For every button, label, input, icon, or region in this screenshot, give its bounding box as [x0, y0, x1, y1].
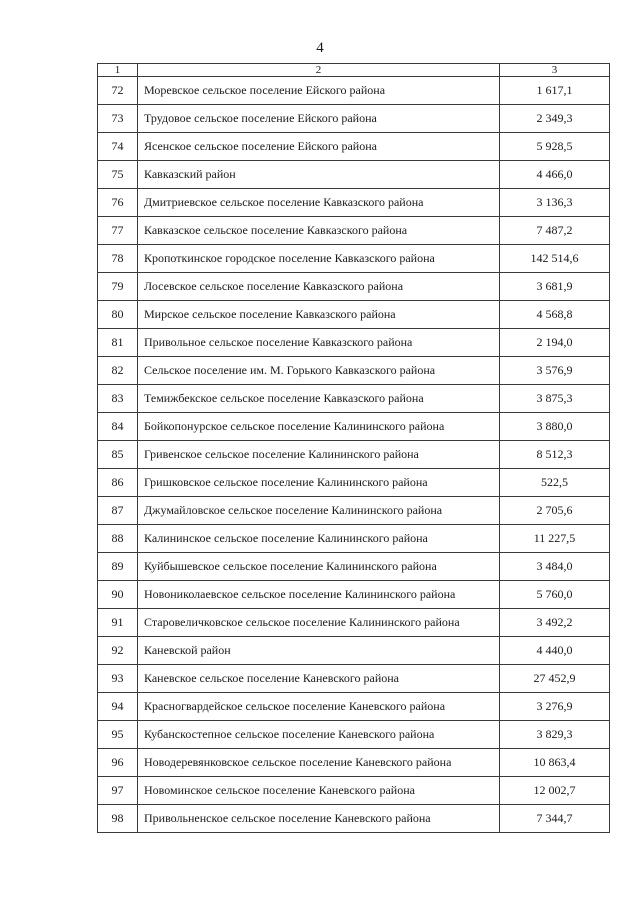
- row-name: Трудовое сельское поселение Ейского района: [138, 105, 500, 133]
- row-name: Бойкопонурское сельское поселение Калининского района: [138, 413, 500, 441]
- table-row: [98, 133, 610, 161]
- column-header-number: 1: [98, 64, 138, 77]
- row-number: 98: [98, 805, 138, 833]
- page-number: 4: [316, 40, 324, 56]
- row-value: 5 928,5: [500, 133, 610, 161]
- row-value: 2 705,6: [500, 497, 610, 525]
- row-value: 2 194,0: [500, 329, 610, 357]
- row-value: 3 136,3: [500, 189, 610, 217]
- table-row: [98, 693, 610, 721]
- row-number: 86: [98, 469, 138, 497]
- table-row: [98, 161, 610, 189]
- row-value: 27 452,9: [500, 665, 610, 693]
- row-number: 83: [98, 385, 138, 413]
- row-value: 522,5: [500, 469, 610, 497]
- row-value: 3 492,2: [500, 609, 610, 637]
- row-name: Гришковское сельское поселение Калининского района: [138, 469, 500, 497]
- row-number: 89: [98, 553, 138, 581]
- row-number: 95: [98, 721, 138, 749]
- row-name: Куйбышевское сельское поселение Калининского района: [138, 553, 500, 581]
- table-row: [98, 245, 610, 273]
- row-name: Красногвардейское сельское поселение Каневского района: [138, 693, 500, 721]
- column-header-value: 3: [500, 64, 610, 77]
- row-number: 88: [98, 525, 138, 553]
- table-row: [98, 105, 610, 133]
- table-row: [98, 357, 610, 385]
- row-number: 94: [98, 693, 138, 721]
- row-value: 4 568,8: [500, 301, 610, 329]
- row-number: 81: [98, 329, 138, 357]
- row-number: 82: [98, 357, 138, 385]
- row-name: Каневской район: [138, 637, 500, 665]
- row-number: 85: [98, 441, 138, 469]
- row-number: 77: [98, 217, 138, 245]
- row-value: 3 829,3: [500, 721, 610, 749]
- row-value: 142 514,6: [500, 245, 610, 273]
- row-name: Гривенское сельское поселение Калининского района: [138, 441, 500, 469]
- row-number: 87: [98, 497, 138, 525]
- row-number: 90: [98, 581, 138, 609]
- row-name: Моревское сельское поселение Ейского района: [138, 77, 500, 105]
- table-row: [98, 609, 610, 637]
- row-name: Привольненское сельское поселение Каневского района: [138, 805, 500, 833]
- row-name: Лосевское сельское поселение Кавказского района: [138, 273, 500, 301]
- table-header-row: [98, 64, 610, 77]
- row-value: 12 002,7: [500, 777, 610, 805]
- table-row: [98, 441, 610, 469]
- row-value: 1 617,1: [500, 77, 610, 105]
- row-value: 5 760,0: [500, 581, 610, 609]
- table-row: [98, 329, 610, 357]
- row-name: Мирское сельское поселение Кавказского района: [138, 301, 500, 329]
- table-row: [98, 469, 610, 497]
- row-number: 96: [98, 749, 138, 777]
- row-value: 3 576,9: [500, 357, 610, 385]
- row-value: 3 484,0: [500, 553, 610, 581]
- table-header: [98, 64, 610, 77]
- table-row: [98, 77, 610, 105]
- row-number: 80: [98, 301, 138, 329]
- row-name: Каневское сельское поселение Каневского района: [138, 665, 500, 693]
- row-name: Калининское сельское поселение Калининского района: [138, 525, 500, 553]
- table-row: [98, 413, 610, 441]
- row-number: 91: [98, 609, 138, 637]
- row-name: Сельское поселение им. М. Горького Кавказского района: [138, 357, 500, 385]
- row-number: 78: [98, 245, 138, 273]
- row-value: 10 863,4: [500, 749, 610, 777]
- table-row: [98, 665, 610, 693]
- row-name: Новониколаевское сельское поселение Калининского района: [138, 581, 500, 609]
- table-body: [98, 77, 610, 833]
- row-name: Старовеличковское сельское поселение Калининского района: [138, 609, 500, 637]
- table-row: [98, 189, 610, 217]
- table-row: [98, 385, 610, 413]
- table-row: [98, 749, 610, 777]
- row-value: 3 880,0: [500, 413, 610, 441]
- table-row: [98, 553, 610, 581]
- row-name: Ясенское сельское поселение Ейского района: [138, 133, 500, 161]
- row-name: Дмитриевское сельское поселение Кавказского района: [138, 189, 500, 217]
- table-row: [98, 273, 610, 301]
- row-value: 3 681,9: [500, 273, 610, 301]
- table-row: [98, 497, 610, 525]
- row-name: Кавказское сельское поселение Кавказского района: [138, 217, 500, 245]
- table-row: [98, 777, 610, 805]
- row-number: 92: [98, 637, 138, 665]
- table-row: [98, 301, 610, 329]
- row-number: 74: [98, 133, 138, 161]
- row-name: Кавказский район: [138, 161, 500, 189]
- row-number: 73: [98, 105, 138, 133]
- row-value: 2 349,3: [500, 105, 610, 133]
- row-value: 7 344,7: [500, 805, 610, 833]
- row-value: 8 512,3: [500, 441, 610, 469]
- row-number: 93: [98, 665, 138, 693]
- table-row: [98, 805, 610, 833]
- row-number: 84: [98, 413, 138, 441]
- row-value: 11 227,5: [500, 525, 610, 553]
- table-row: [98, 721, 610, 749]
- row-name: Новодеревянковское сельское поселение Каневского района: [138, 749, 500, 777]
- column-header-name: 2: [138, 64, 500, 77]
- row-value: 3 875,3: [500, 385, 610, 413]
- row-name: Джумайловское сельское поселение Калининского района: [138, 497, 500, 525]
- row-number: 97: [98, 777, 138, 805]
- row-name: Новоминское сельское поселение Каневского района: [138, 777, 500, 805]
- row-name: Привольное сельское поселение Кавказского района: [138, 329, 500, 357]
- row-number: 72: [98, 77, 138, 105]
- row-name: Темижбекское сельское поселение Кавказского района: [138, 385, 500, 413]
- table-row: [98, 217, 610, 245]
- table-row: [98, 581, 610, 609]
- row-number: 76: [98, 189, 138, 217]
- row-name: Кропоткинское городское поселение Кавказского района: [138, 245, 500, 273]
- row-number: 79: [98, 273, 138, 301]
- row-value: 4 440,0: [500, 637, 610, 665]
- row-value: 4 466,0: [500, 161, 610, 189]
- row-name: Кубанскостепное сельское поселение Каневского района: [138, 721, 500, 749]
- row-number: 75: [98, 161, 138, 189]
- allocation-table: [97, 63, 610, 833]
- table-row: [98, 525, 610, 553]
- table-row: [98, 637, 610, 665]
- row-value: 3 276,9: [500, 693, 610, 721]
- row-value: 7 487,2: [500, 217, 610, 245]
